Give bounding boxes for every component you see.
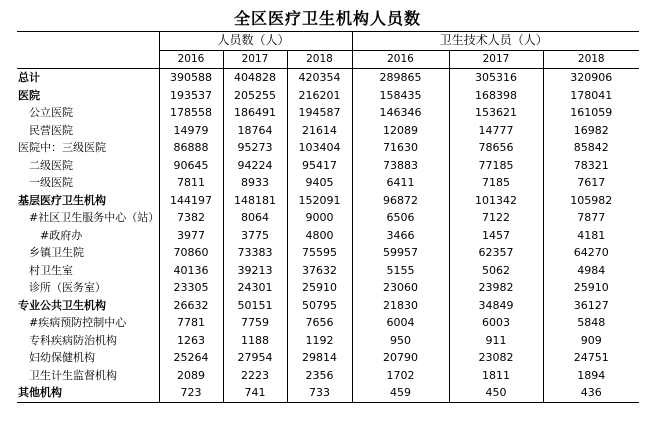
table-row — [17, 122, 639, 140]
cell-value: 153621 — [449, 104, 543, 122]
cell-value: 305316 — [449, 69, 543, 87]
cell-value: 5848 — [543, 314, 639, 332]
cell-value: 70860 — [159, 244, 223, 262]
cell-value: 95273 — [223, 139, 287, 157]
cell-value: 723 — [159, 384, 223, 402]
cell-value: 36127 — [543, 297, 639, 315]
cell-value: 152091 — [287, 192, 352, 210]
cell-value: 161059 — [543, 104, 639, 122]
cell-value: 40136 — [159, 262, 223, 280]
table-row — [17, 367, 639, 385]
cell-value: 1457 — [449, 227, 543, 245]
row-label: 妇幼保健机构 — [18, 351, 95, 365]
table-row — [17, 384, 639, 402]
header-year: 2016 — [159, 50, 223, 69]
header-group-personnel: 人员数（人） — [159, 32, 352, 51]
cell-value: 62357 — [449, 244, 543, 262]
header-year: 2017 — [223, 50, 287, 69]
cell-value: 6411 — [352, 174, 449, 192]
row-label: 二级医院 — [18, 158, 73, 172]
cell-value: 21614 — [287, 122, 352, 140]
cell-value: 194587 — [287, 104, 352, 122]
cell-value: 12089 — [352, 122, 449, 140]
cell-value: 78656 — [449, 139, 543, 157]
header-year: 2018 — [543, 50, 639, 69]
row-label: #疾病预防控制中心 — [18, 316, 127, 330]
cell-value: 20790 — [352, 349, 449, 367]
table-row — [17, 332, 639, 350]
cell-value: 101342 — [449, 192, 543, 210]
cell-value: 95417 — [287, 157, 352, 175]
cell-value: 23060 — [352, 279, 449, 297]
cell-value: 911 — [449, 332, 543, 350]
cell-value: 158435 — [352, 87, 449, 105]
cell-value: 8064 — [223, 209, 287, 227]
cell-value: 450 — [449, 384, 543, 402]
cell-value: 103404 — [287, 139, 352, 157]
cell-value: 909 — [543, 332, 639, 350]
cell-value: 459 — [352, 384, 449, 402]
row-label: 一级医院 — [18, 176, 73, 190]
cell-value: 21830 — [352, 297, 449, 315]
cell-value: 7656 — [287, 314, 352, 332]
cell-value: 94224 — [223, 157, 287, 175]
header-year: 2016 — [352, 50, 449, 69]
cell-value: 25910 — [287, 279, 352, 297]
cell-value: 75595 — [287, 244, 352, 262]
header-group-health-tech: 卫生技术人员（人） — [352, 32, 639, 51]
personnel-table — [17, 31, 639, 403]
cell-value: 9000 — [287, 209, 352, 227]
cell-value: 178041 — [543, 87, 639, 105]
table-row — [17, 349, 639, 367]
cell-value: 950 — [352, 332, 449, 350]
table-row — [17, 157, 639, 175]
cell-value: 7781 — [159, 314, 223, 332]
cell-value: 86888 — [159, 139, 223, 157]
cell-value: 6004 — [352, 314, 449, 332]
cell-value: 23082 — [449, 349, 543, 367]
header-year: 2017 — [449, 50, 543, 69]
table-row — [17, 104, 639, 122]
cell-value: 1263 — [159, 332, 223, 350]
cell-value: 5155 — [352, 262, 449, 280]
header-year: 2018 — [287, 50, 352, 69]
table-row — [17, 192, 639, 210]
row-label: 专科疾病防治机构 — [18, 333, 117, 347]
cell-value: 7382 — [159, 209, 223, 227]
table-row — [17, 69, 639, 87]
cell-value: 7185 — [449, 174, 543, 192]
table-row — [17, 87, 639, 105]
cell-value: 144197 — [159, 192, 223, 210]
cell-value: 741 — [223, 384, 287, 402]
cell-value: 1894 — [543, 367, 639, 385]
table-row — [17, 297, 639, 315]
cell-value: 7759 — [223, 314, 287, 332]
cell-value: 205255 — [223, 87, 287, 105]
cell-value: 9405 — [287, 174, 352, 192]
row-label: 卫生计生监督机构 — [18, 368, 117, 382]
cell-value: 4800 — [287, 227, 352, 245]
header-row-years — [17, 50, 639, 69]
cell-value: 90645 — [159, 157, 223, 175]
cell-value: 7122 — [449, 209, 543, 227]
page-title: 全区医疗卫生机构人员数 — [233, 9, 421, 28]
cell-value: 85842 — [543, 139, 639, 157]
table-row — [17, 174, 639, 192]
cell-value: 18764 — [223, 122, 287, 140]
row-label: #社区卫生服务中心（站） — [18, 211, 159, 225]
cell-value: 23982 — [449, 279, 543, 297]
cell-value: 178558 — [159, 104, 223, 122]
cell-value: 390588 — [159, 69, 223, 87]
cell-value: 105982 — [543, 192, 639, 210]
row-label: 其他机构 — [17, 384, 159, 402]
cell-value: 34849 — [449, 297, 543, 315]
cell-value: 23305 — [159, 279, 223, 297]
table-row — [17, 262, 639, 280]
row-label: 医院 — [18, 88, 40, 102]
table-row — [17, 244, 639, 262]
row-label: 民营医院 — [18, 123, 73, 137]
cell-value: 2356 — [287, 367, 352, 385]
table-row — [17, 279, 639, 297]
cell-value: 27954 — [223, 349, 287, 367]
cell-value: 59957 — [352, 244, 449, 262]
row-label: #政府办 — [18, 228, 83, 242]
cell-value: 148181 — [223, 192, 287, 210]
cell-value: 29814 — [287, 349, 352, 367]
cell-value: 50151 — [223, 297, 287, 315]
cell-value: 78321 — [543, 157, 639, 175]
cell-value: 1811 — [449, 367, 543, 385]
header-blank-cell — [17, 50, 159, 69]
cell-value: 25910 — [543, 279, 639, 297]
cell-value: 37632 — [287, 262, 352, 280]
cell-value: 3775 — [223, 227, 287, 245]
cell-value: 2223 — [223, 367, 287, 385]
cell-value: 64270 — [543, 244, 639, 262]
row-label: 医院中：三级医院 — [18, 141, 106, 155]
cell-value: 7617 — [543, 174, 639, 192]
row-label: 基层医疗卫生机构 — [18, 193, 106, 207]
row-label: 公立医院 — [18, 106, 73, 120]
cell-value: 193537 — [159, 87, 223, 105]
cell-value: 2089 — [159, 367, 223, 385]
cell-value: 14777 — [449, 122, 543, 140]
cell-value: 1188 — [223, 332, 287, 350]
cell-value: 25264 — [159, 349, 223, 367]
cell-value: 50795 — [287, 297, 352, 315]
cell-value: 7811 — [159, 174, 223, 192]
cell-value: 77185 — [449, 157, 543, 175]
cell-value: 404828 — [223, 69, 287, 87]
cell-value: 39213 — [223, 262, 287, 280]
header-row-groups — [17, 32, 639, 51]
cell-value: 733 — [287, 384, 352, 402]
table-row — [17, 139, 639, 157]
cell-value: 3977 — [159, 227, 223, 245]
table-row — [17, 227, 639, 245]
cell-value: 5062 — [449, 262, 543, 280]
row-label: 乡镇卫生院 — [18, 246, 84, 260]
cell-value: 1192 — [287, 332, 352, 350]
cell-value: 71630 — [352, 139, 449, 157]
row-label: 诊所（医务室） — [18, 281, 106, 295]
cell-value: 6506 — [352, 209, 449, 227]
row-label: 专业公共卫生机构 — [18, 298, 106, 312]
cell-value: 420354 — [287, 69, 352, 87]
cell-value: 24751 — [543, 349, 639, 367]
cell-value: 436 — [543, 384, 639, 402]
table-row — [17, 209, 639, 227]
cell-value: 3466 — [352, 227, 449, 245]
cell-value: 146346 — [352, 104, 449, 122]
cell-value: 24301 — [223, 279, 287, 297]
cell-value: 14979 — [159, 122, 223, 140]
cell-value: 26632 — [159, 297, 223, 315]
cell-value: 7877 — [543, 209, 639, 227]
cell-value: 73383 — [223, 244, 287, 262]
cell-value: 289865 — [352, 69, 449, 87]
cell-value: 216201 — [287, 87, 352, 105]
table-row — [17, 314, 639, 332]
cell-value: 320906 — [543, 69, 639, 87]
row-label: 村卫生室 — [18, 263, 73, 277]
cell-value: 4181 — [543, 227, 639, 245]
cell-value: 8933 — [223, 174, 287, 192]
cell-value: 186491 — [223, 104, 287, 122]
cell-value: 6003 — [449, 314, 543, 332]
cell-value: 73883 — [352, 157, 449, 175]
cell-value: 1702 — [352, 367, 449, 385]
cell-value: 4984 — [543, 262, 639, 280]
row-label: 总计 — [18, 71, 40, 85]
cell-value: 16982 — [543, 122, 639, 140]
cell-value: 96872 — [352, 192, 449, 210]
table-body — [17, 69, 639, 403]
header-blank-cell — [17, 32, 159, 51]
cell-value: 168398 — [449, 87, 543, 105]
